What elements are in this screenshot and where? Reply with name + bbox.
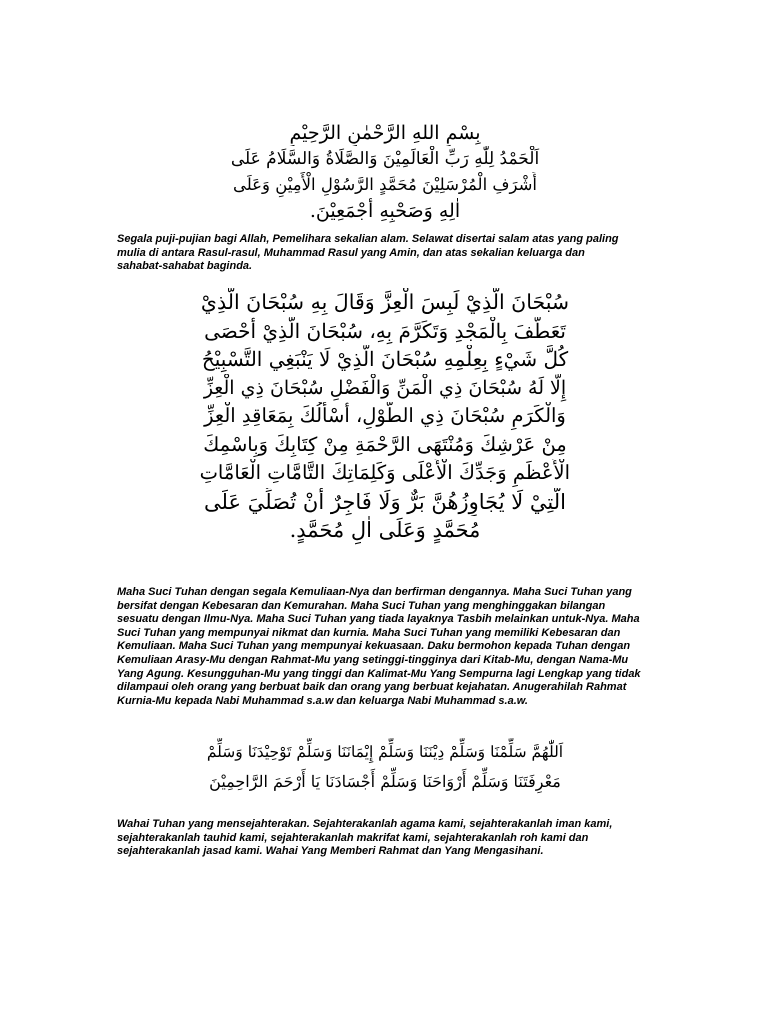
arabic-line: بِسْمِ اللهِ الرَّحْمٰنِ الرَّحِيْمِ	[289, 122, 481, 144]
arabic-line: الَّتِيْ لَا يُجَاوِزُهُنَّ بَرٌّ وَلَا فَاجِرٌ أَنْ تُصَلِّيَ عَلَى	[204, 489, 566, 514]
arabic-line: مَعْرِفَتَنَا وَسَلِّمْ أَرْوَاحَنَا وَسَلِّمْ أَجْسَادَنَا يَا أَرْحَمَ الرَّاحِمِيْنَ	[209, 772, 561, 791]
arabic-opening-text	[230, 120, 540, 224]
arabic-line: وَالْكَرَمِ سُبْحَانَ ذِي الطَّوْلِ، أَسْأَلُكَ بِمَعَاقِدِ الْعِزِّ	[204, 404, 566, 427]
arabic-line: أَشْرَفِ الْمُرْسَلِيْنَ مُحَمَّدٍ الرَّسُوْلِ الْأَمِيْنِ وَعَلَى	[232, 175, 538, 194]
malay-translation-doa: Wahai Tuhan yang mensejahterakan. Sejahterakanlah agama kami, sejahterakanlah iman kami, sejahterakanlah tauhid kami, sejahterakanlah makrifat kami, sejahterakanlah roh kami dan sejahterakanlah jasad kami. Wahai Yang Memberi Rahmat dan Yang Mengasihani.	[117, 818, 613, 858]
arabic-line: اَللّٰهُمَّ سَلِّمْنَا وَسَلِّمْ دِيْنَنَا وَسَلِّمْ إِيْمَانَنَا وَسَلِّمْ تَوْحِيْدَنَا وَسَلِّمْ	[206, 743, 564, 761]
arabic-line: اَلْحَمْدُ لِلّٰهِ رَبِّ الْعَالَمِيْنَ وَالصَّلَاةُ وَالسَّلَامُ عَلَى	[230, 149, 540, 169]
arabic-line: اٰلِهِ وَصَحْبِهِ أَجْمَعِيْنَ.	[309, 200, 461, 222]
malay-translation-opening: Segala puji-pujian bagi Allah, Pemelihara sekalian alam. Selawat disertai salam atas yang paling mulia di antara Rasul-rasul, Muhammad Rasul yang Amin, dan atas sekalian keluarga dan sahabat-sahabat baginda.	[117, 233, 619, 273]
arabic-line: مِنْ عَرْشِكَ وَمُنْتَهَى الرَّحْمَةِ مِنْ كِتَابِكَ وَبِاسْمِكَ	[203, 432, 567, 456]
arabic-line: الْأَعْظَمِ وَجَدِّكَ الْأَعْلَى وَكَلِمَاتِكَ التَّامَّاتِ الْعَامَّاتِ	[200, 461, 570, 484]
arabic-line: تَعَطَّفَ بِالْمَجْدِ وَتَكَرَّمَ بِهِ، سُبْحَانَ الَّذِيْ أَحْصَى	[204, 318, 566, 343]
arabic-doa-text	[205, 738, 565, 796]
arabic-line: مُحَمَّدٍ وَعَلَى اٰلِ مُحَمَّدٍ.	[289, 518, 481, 542]
arabic-line: إِلَّا لَهُ سُبْحَانَ ذِي الْمَنِّ وَالْفَضْلِ سُبْحَانَ ذِي الْعِزِّ	[203, 376, 567, 399]
arabic-line: كُلَّ شَيْءٍ بِعِلْمِهِ سُبْحَانَ الَّذِيْ لَا يَنْبَغِي التَّسْبِيْحُ	[201, 347, 569, 371]
arabic-line: سُبْحَانَ الَّذِيْ لَبِسَ الْعِزَّ وَقَالَ بِهِ سُبْحَانَ الَّذِيْ	[200, 290, 570, 314]
malay-translation-tasbih: Maha Suci Tuhan dengan segala Kemuliaan-Nya dan berfirman dengannya. Maha Suci Tuhan yang bersifat dengan Kebesaran dan Kemurahan. Maha Suci Tuhan yang menghinggakan bilangan sesuatu dengan Ilmu-Nya. Maha Suci Tuhan yang tiada layaknya Tasbih melainkan untuk-Nya. Maha Suci Tuhan yang mempunyai nikmat dan kurnia. Maha Suci Tuhan yang memiliki Kebesaran dan Kemuliaan. Maha Suci Tuhan yang mempunyai kekuasaan. Daku bermohon kepada Tuhan dengan Kemuliaan Arasy-Mu dengan Rahmat-Mu yang setinggi-tingginya dari Kitab-Mu, dengan Nama-Mu Yang Agung. Kesungguhan-Mu yang tinggi dan Kalimat-Mu Yang Sempurna lagi Lengkap yang tidak dilampaui oleh orang yang berbuat baik dan orang yang berbuat kejahatan. Anugerahilah Rahmat Kurnia-Mu kepada Nabi Muhammad s.a.w dan keluarga Nabi Muhammad s.a.w.	[117, 586, 641, 707]
arabic-tasbih-text	[200, 288, 570, 545]
